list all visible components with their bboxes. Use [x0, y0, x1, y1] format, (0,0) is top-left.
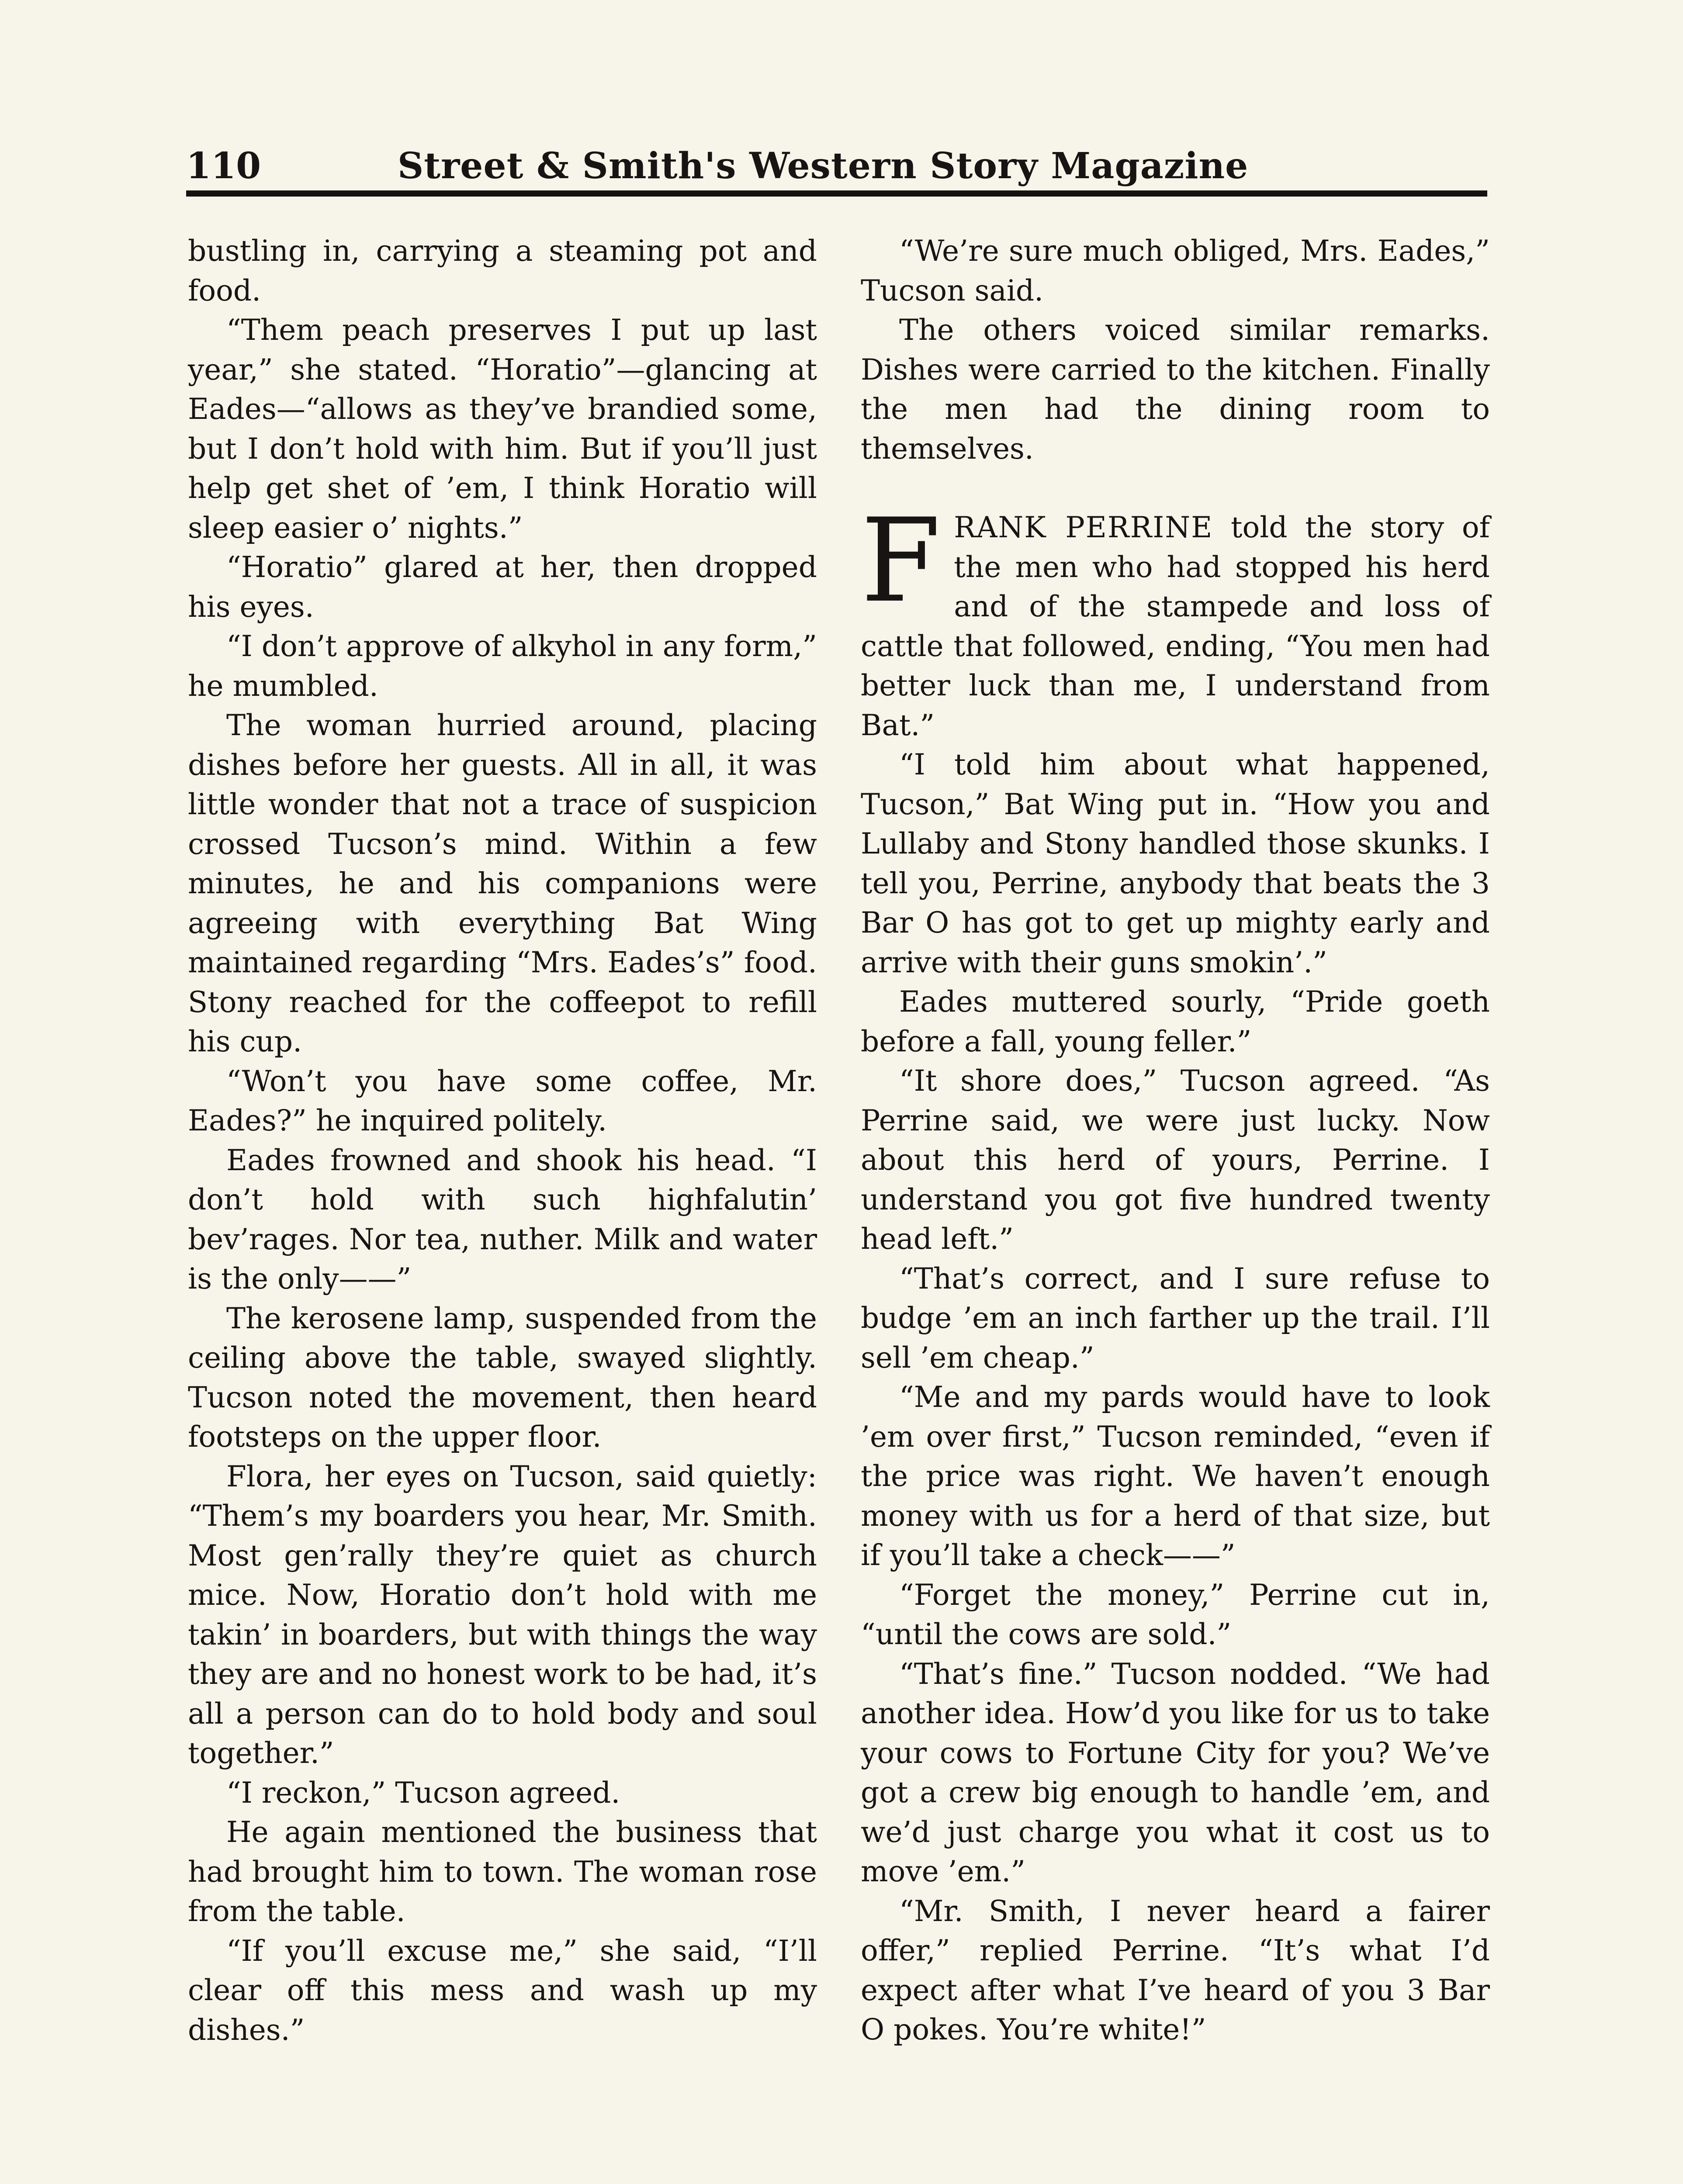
- page-header: [186, 139, 1497, 190]
- paragraph: “Forget the money,” Perrine cut in, “until the cows are sold.”: [861, 1578, 1490, 1651]
- drop-cap: F: [861, 494, 941, 628]
- header-rule: [186, 190, 1487, 197]
- running-title: Street & Smith's Western Story Magazine: [398, 145, 1249, 187]
- paragraph: The others voiced similar remarks. Dishes were carried to the kitchen. Finally the men had the dining room to themselves.: [861, 313, 1490, 466]
- drop-cap-lead: RANK PERRINE: [954, 511, 1213, 544]
- paragraph: Flora, her eyes on Tucson, said quietly: “Them’s my boarders you hear, Mr. Smith. Most gen’rally they’re quiet as church mice. Now, Horatio don’t hold with me takin’ in boarders, but with things the way they are and no honest work to be had, it’s all a person can do to hold body and soul together.”: [188, 1459, 817, 1770]
- paragraph: “Me and my pards would have to look ’em over first,” Tucson reminded, “even if the price was right. We haven’t enough money with us for a herd of that size, but if you’ll take a check——”: [861, 1380, 1490, 1572]
- left-column: [188, 232, 817, 2050]
- paragraph: Eades frowned and shook his head. “I don’t hold with such highfalutin’ bev’rages. Nor tea, nuther. Milk and water is the only——”: [188, 1143, 817, 1296]
- paragraph: “That’s correct, and I sure refuse to budge ’em an inch farther up the trail. I’ll sell ’em cheap.”: [861, 1261, 1490, 1375]
- paragraph: “I told him about what happened, Tucson,” Bat Wing put in. “How you and Lullaby and Stony handled those skunks. I tell you, Perrine, anybody that beats the 3 Bar O has got to get up mighty early and arrive with their guns smokin’.”: [861, 748, 1490, 979]
- drop-cap-rest: told the story of the men who had stopped his herd and of the stampede and loss of cattle that followed, ending, “You men had better luck than me, I understand from Bat.”: [861, 511, 1490, 742]
- paragraph: He again mentioned the business that had brought him to town. The woman rose from the table.: [188, 1815, 817, 1928]
- paragraph: “It shore does,” Tucson agreed. “As Perrine said, we were just lucky. Now about this herd of yours, Perrine. I understand you got five hundred twenty head left.”: [861, 1064, 1490, 1256]
- paragraph: “We’re sure much obliged, Mrs. Eades,” Tucson said.: [861, 234, 1490, 308]
- right-column: [861, 232, 1490, 2050]
- paragraph: “Them peach preserves I put up last year,” she stated. “Horatio”—glancing at Eades—“allows as they’ve brandied some, but I don’t hold with him. But if you’ll just help get shet of ’em, I think Horatio will sleep easier o’ nights.”: [188, 313, 817, 545]
- paragraph: The kerosene lamp, suspended from the ceiling above the table, swayed slightly. Tucson noted the movement, then heard footsteps on the upper floor.: [188, 1301, 817, 1454]
- paragraph: bustling in, carrying a steaming pot and food.: [188, 234, 817, 308]
- paragraph: Eades muttered sourly, “Pride goeth before a fall, young feller.”: [861, 985, 1490, 1058]
- paragraph: “Won’t you have some coffee, Mr. Eades?” he inquired politely.: [188, 1064, 817, 1137]
- paragraph: “If you’ll excuse me,” she said, “I’ll clear off this mess and wash up my dishes.”: [188, 1934, 817, 2047]
- paragraph: “Horatio” glared at her, then dropped his eyes.: [188, 550, 817, 624]
- paragraph: The woman hurried around, placing dishes before her guests. All in all, it was little wonder that not a trace of suspicion crossed Tucson’s mind. Within a few minutes, he and his companions were agreeing with everything Bat Wing maintained regarding “Mrs. Eades’s” food. Stony reached for the coffeepot to refill his cup.: [188, 708, 817, 1058]
- paragraph: “That’s fine.” Tucson nodded. “We had another idea. How’d you like for us to take your cows to Fortune City for you? We’ve got a crew big enough to handle ’em, and we’d just charge you what it cost us to move ’em.”: [861, 1657, 1490, 1888]
- paragraph: “I reckon,” Tucson agreed.: [226, 1776, 620, 1810]
- page-number: 110: [186, 145, 261, 187]
- paragraph: “I don’t approve of alkyhol in any form,” he mumbled.: [188, 629, 817, 703]
- section-opening-paragraph: [861, 494, 1490, 745]
- paragraph: “Mr. Smith, I never heard a fairer offer,” replied Perrine. “It’s what I’d expect after what I’ve heard of you 3 Bar O pokes. You’re white!”: [861, 1894, 1490, 2046]
